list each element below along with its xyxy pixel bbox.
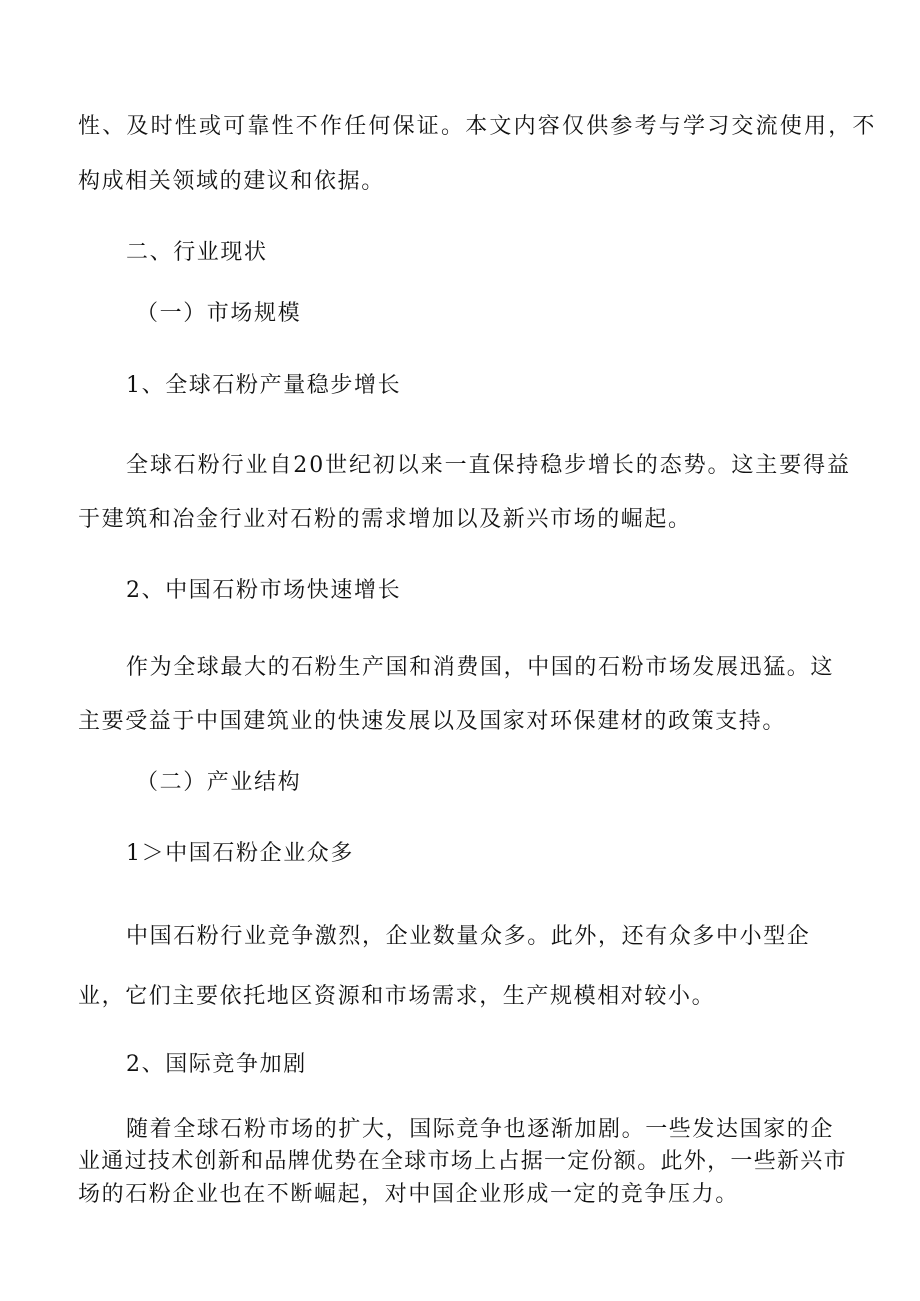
paragraph-china-growth-line-2: 主要受益于中国建筑业的快速发展以及国家对环保建材的政策支持。: [78, 709, 787, 734]
intro-line-2: 构成相关领域的建议和依据。: [78, 169, 385, 194]
item-heading-global-growth: 1、全球石粉产量稳步增长: [126, 373, 402, 398]
section-heading-industry-status: 二、行业现状: [126, 240, 268, 265]
paragraph-international-competition-line-3: 场的石粉企业也在不断崛起，对中国企业形成一定的竞争压力。: [78, 1182, 739, 1207]
subheading-market-size: （一）市场规模: [136, 301, 302, 326]
item-heading-many-enterprises: 1＞中国石粉企业众多: [126, 841, 354, 866]
paragraph-global-growth-line-1: 全球石粉行业自20世纪初以来一直保持稳步增长的态势。这主要得益: [126, 453, 851, 478]
paragraph-international-competition-line-1: 随着全球石粉市场的扩大，国际竞争也逐渐加剧。一些发达国家的企: [126, 1117, 835, 1142]
paragraph-many-enterprises-line-2: 业，它们主要依托地区资源和市场需求，生产规模相对较小。: [78, 984, 716, 1009]
paragraph-international-competition-line-2: 业通过技术创新和品牌优势在全球市场上占据一定份额。此外，一些新兴市: [78, 1149, 847, 1174]
subheading-industry-structure: （二）产业结构: [136, 770, 302, 795]
item-heading-china-growth: 2、中国石粉市场快速增长: [126, 578, 402, 603]
paragraph-global-growth-line-2: 于建筑和冶金行业对石粉的需求增加以及新兴市场的崛起。: [78, 507, 692, 532]
paragraph-many-enterprises-line-1: 中国石粉行业竞争激烈，企业数量众多。此外，还有众多中小型企: [126, 924, 811, 949]
paragraph-china-growth-line-1: 作为全球最大的石粉生产国和消费国，中国的石粉市场发展迅猛。这: [126, 655, 835, 680]
intro-line-1: 性、及时性或可靠性不作任何保证。本文内容仅供参考与学习交流使用，不: [78, 114, 877, 139]
item-heading-international-competition: 2、国际竞争加剧: [126, 1052, 307, 1077]
